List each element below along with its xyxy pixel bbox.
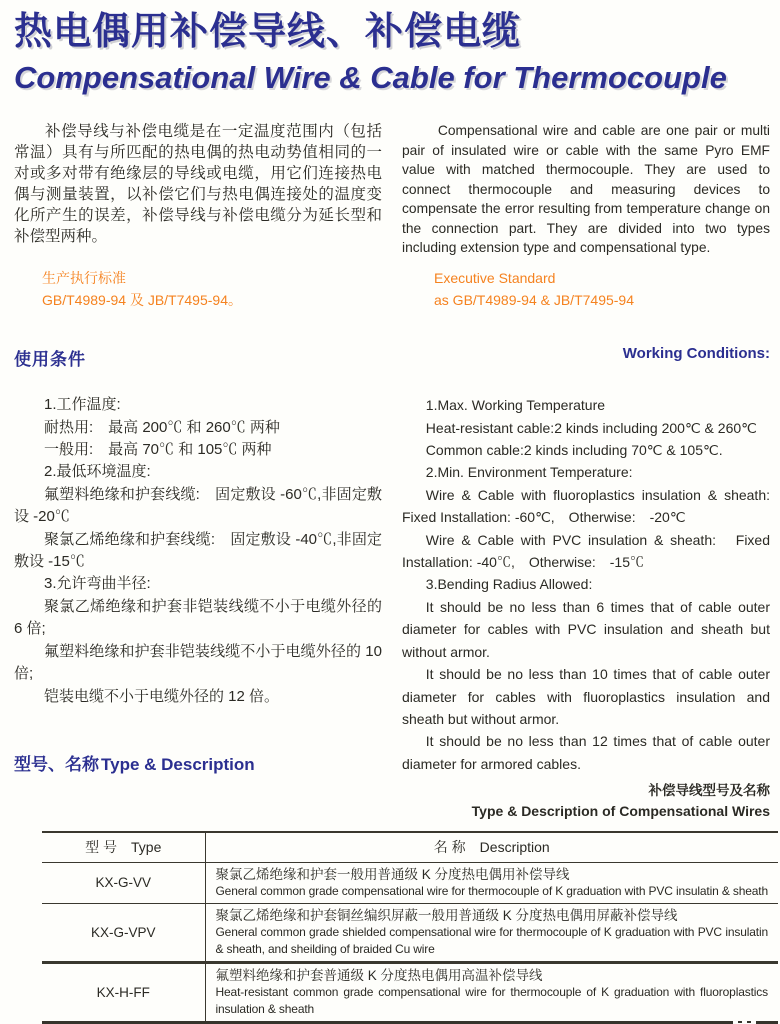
condition-item: 一般用: 最高 70℃ 和 105℃ 两种 (44, 441, 272, 459)
table-subtitle-zh: 补偿导线型号及名称 (648, 783, 770, 799)
page-header (0, 0, 780, 95)
description-en: Heat-resistant common grade compensational wire for thermocouple of K graduation with fluoroplastics insulation & sheath (215, 984, 768, 1016)
table-row (42, 962, 778, 1021)
condition-item: 2.最低环境温度: (44, 463, 151, 481)
condition-item: It should be no less than 10 times that of cable outer diameter for cables with fluoroplastics insulation and sheath but without armor. (402, 666, 770, 727)
intro-paragraph-en: Compensational wire and cable are one pair or multi pair of insulated wire or cable with the same Pyro EMF value with matched thermocouple. They are used to connect thermocouple and measuring devices to compensate the error resulting from temperature change on the connection part. They are divided into two types including extension type and compensational type. (402, 123, 770, 256)
standard-value-zh: GB/T4989-94 及 JB/T7495-94。 (42, 292, 242, 309)
condition-item: 2.Min. Environment Temperature: (425, 464, 633, 481)
page-title-en: Compensational Wire & Cable for Thermocouple (14, 59, 727, 95)
conditions-column-zh (14, 394, 382, 746)
table-bottom-border (42, 1021, 778, 1024)
description-en: General common grade compensational wire for thermocouple of K graduation with PVC insulatin & sheath (215, 883, 768, 898)
type-cell: KX-G-VPV (42, 903, 205, 962)
intro-section (0, 121, 780, 267)
standard-block-zh (14, 267, 378, 325)
condition-item: It should be no less than 6 times that of cable outer diameter for cables with PVC insulation and sheath but without armor. (402, 598, 770, 660)
condition-item: 耐热用: 最高 200℃ 和 260℃ 两种 (44, 418, 280, 436)
description-cell (205, 962, 778, 1021)
condition-item: 聚氯乙烯绝缘和护套非铠装线缆不小于电缆外径的 6 倍; (14, 597, 382, 638)
type-description-table (42, 831, 778, 1021)
intro-column-en (402, 121, 770, 267)
column-header-description (205, 832, 778, 862)
page-title-zh: 热电偶用补偿导线、补偿电缆 (14, 11, 522, 53)
condition-item: Heat-resistant cable:2 kinds including 200℃ & 260℃ (425, 419, 757, 436)
condition-item: Common cable:2 kinds including 70℃ & 105℃. (425, 442, 723, 459)
type-section-heading-en: Type & Description (101, 755, 255, 775)
description-zh: 聚氯乙烯绝缘和护套铜丝编织屏蔽一般用普通级 K 分度热电偶用屏蔽补偿导线 (215, 907, 678, 923)
conditions-column-en (402, 394, 770, 772)
standard-value-en: as GB/T4989-94 & JB/T7495-94 (434, 292, 634, 309)
border-dot (738, 1021, 742, 1023)
column-header-desc-zh: 名 称 (433, 839, 466, 856)
condition-item: Wire & Cable with PVC insulation & sheath: Fixed Installation: -40℃, Otherwise: -15℃ (402, 531, 770, 571)
condition-item: 3.Bending Radius Allowed: (425, 576, 593, 593)
border-segment (42, 1021, 733, 1024)
description-cell (205, 903, 778, 962)
table-row (42, 903, 778, 962)
column-header-type (42, 832, 205, 862)
type-cell: KX-H-FF (42, 962, 205, 1021)
condition-item: 3.允许弯曲半径: (44, 575, 151, 593)
type-cell: KX-G-VV (42, 862, 205, 903)
border-segment (756, 1021, 778, 1024)
condition-item: 氟塑料绝缘和护套线缆: 固定敷设 -60℃,非固定敷设 -20℃ (14, 485, 382, 526)
table-header-row (42, 832, 778, 862)
description-en: General common grade shielded compensational wire for thermocouple of K graduation with PVC insulatin & sheath, and sheilding of braided Cu wire (215, 924, 768, 956)
column-header-type-zh: 型 号 (85, 839, 118, 856)
condition-item: Wire & Cable with fluoroplastics insulation & sheath: Fixed Installation: -60℃, Otherwise: -20℃ (402, 486, 770, 526)
working-conditions-heading-zh: 使用条件 (14, 350, 86, 370)
description-zh: 聚氯乙烯绝缘和护套一般用普通级 K 分度热电偶用补偿导线 (215, 866, 570, 882)
executive-standard-section (0, 267, 780, 325)
condition-item: 铠装电缆不小于电缆外径的 12 倍。 (44, 687, 280, 705)
condition-item: 1.Max. Working Temperature (425, 397, 606, 414)
condition-item: 氟塑料绝缘和护套非铠装线缆不小于电缆外径的 10 倍; (14, 642, 382, 683)
table-row (42, 862, 778, 903)
description-zh: 氟塑料绝缘和护套普通级 K 分度热电偶用高温补偿导线 (215, 967, 543, 983)
column-header-type-en: Type (131, 839, 162, 856)
description-cell (205, 862, 778, 903)
type-section-heading-zh: 型号、名称 (14, 755, 99, 775)
intro-column-zh (14, 121, 382, 267)
table-subtitle (0, 781, 780, 821)
condition-item: It should be no less than 12 times that of cable outer diameter for armored cables. (402, 733, 770, 772)
type-description-table-wrap (42, 831, 778, 1024)
column-header-desc-en: Description (479, 839, 550, 856)
working-conditions-headings (0, 345, 780, 370)
working-conditions-heading-en: Working Conditions: (622, 345, 770, 363)
condition-item: 聚氯乙烯绝缘和护套线缆: 固定敷设 -40℃,非固定敷设 -15℃ (14, 530, 382, 571)
table-subtitle-en: Type & Description of Compensational Wires (471, 803, 770, 820)
standard-label-zh: 生产执行标准 (42, 270, 126, 287)
condition-item: 1.工作温度: (44, 396, 121, 414)
standard-label-en: Executive Standard (434, 270, 556, 287)
border-dot (747, 1021, 751, 1023)
intro-paragraph-zh: 补偿导线与补偿电缆是在一定温度范围内（包括常温）具有与所匹配的热电偶的热电动势值相同的一对或多对带有绝缘层的导线或电缆，用它们连接热电偶与测量装置，以补偿它们与热电偶连接处的温度变化所产生的误差，补偿导线与补偿电缆分为延长型和补偿型两种。 (14, 123, 382, 246)
standard-block-en (398, 267, 770, 325)
